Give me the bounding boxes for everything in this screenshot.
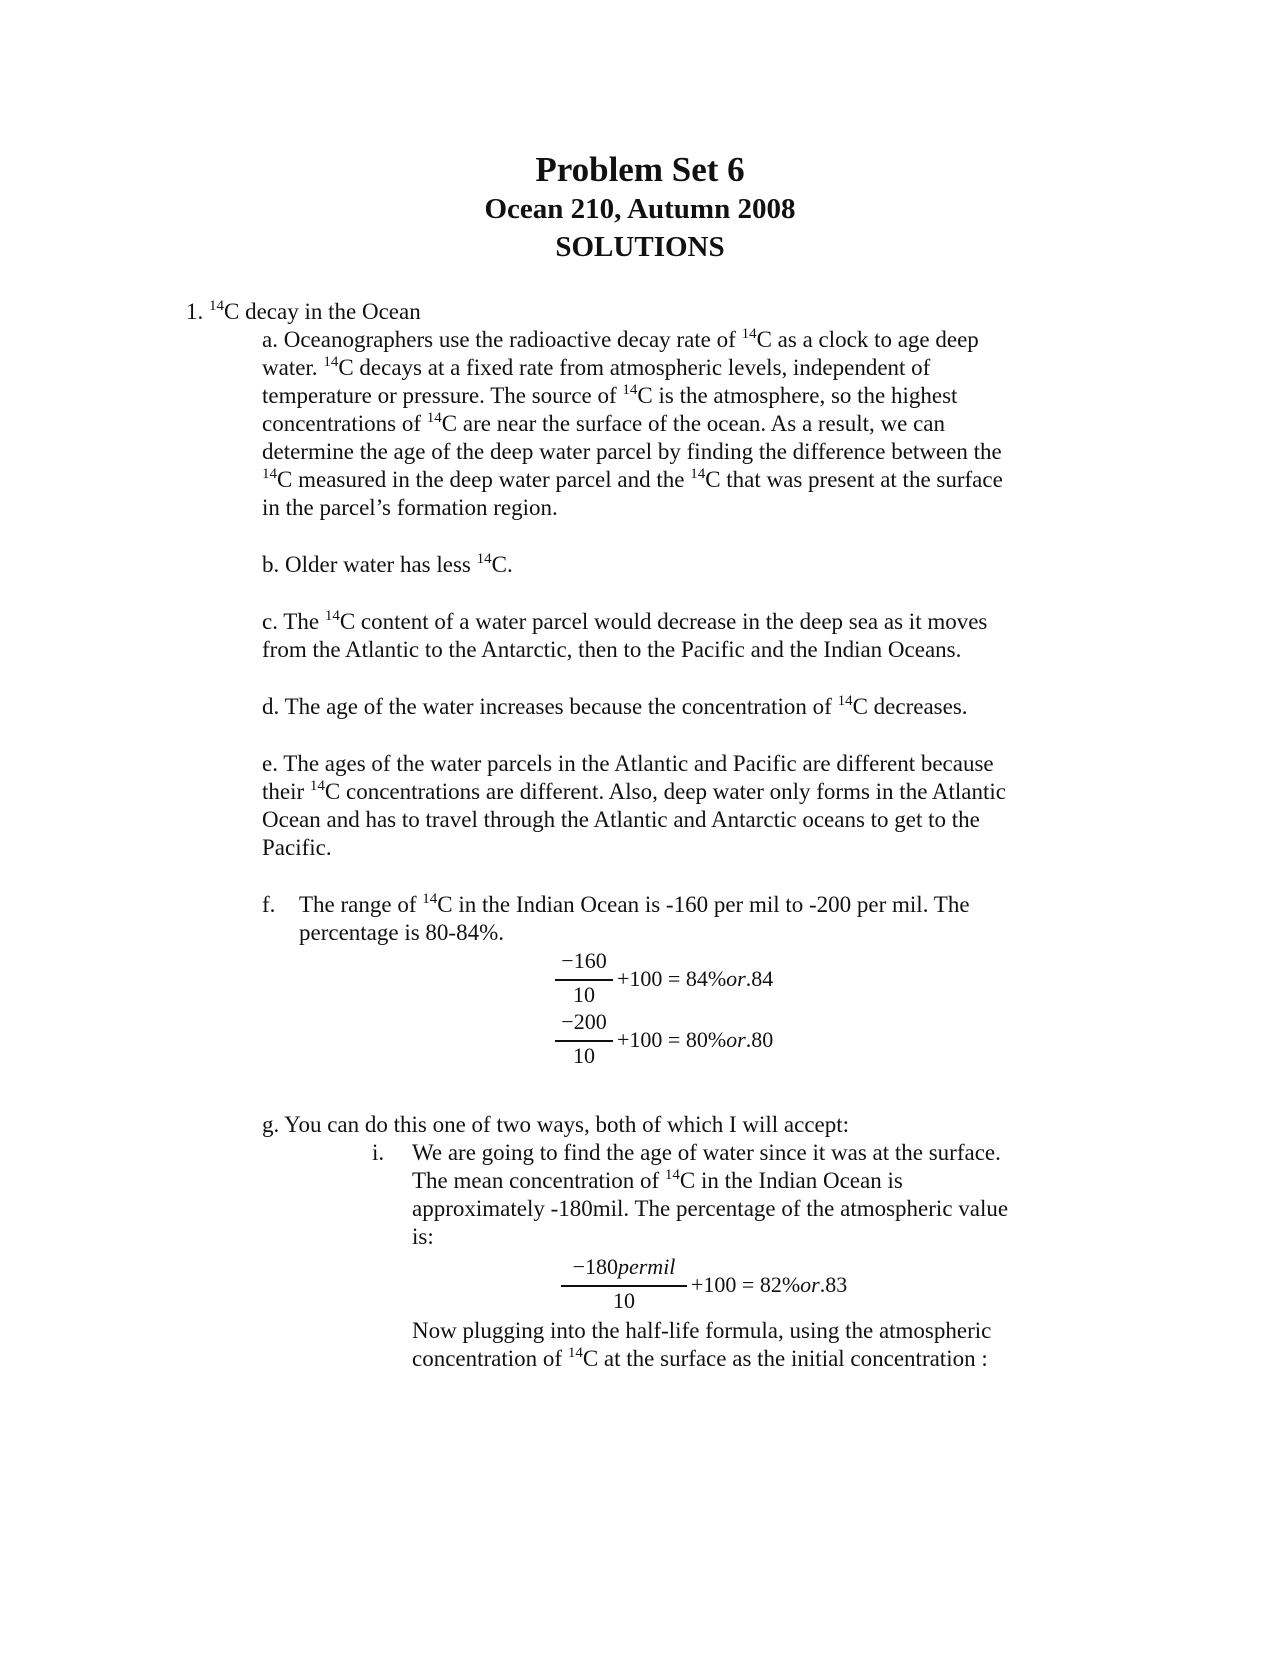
part-a-line: $^{14}$C measured in the deep water parcel and the $^{14}$C that was present at the surface — [262, 466, 1003, 492]
eq-result: +100 = 84%or.84 — [617, 966, 774, 991]
part-g-i-line: concentration of $^{14}$C at the surface as the initial concentration : — [412, 1345, 988, 1371]
part-g-i-line: Now plugging into the half-life formula, using the atmospheric — [412, 1318, 992, 1343]
part-g-i-line: approximately -180mil. The percentage of the atmospheric value — [412, 1196, 1009, 1221]
part-g-i-line: The mean concentration of $^{14}$C in the Indian Ocean is — [412, 1167, 903, 1193]
part-e-line: Pacific. — [262, 835, 332, 860]
part-a-line: water. $^{14}$C decays at a fixed rate from atmospheric levels, independent of — [262, 354, 931, 380]
solutions-heading: SOLUTIONS — [555, 231, 725, 263]
eq-denominator: 10 — [613, 1288, 635, 1313]
page-title: Problem Set 6 — [535, 150, 745, 189]
part-a-line: temperature or pressure. The source of $^{14}$C is the atmosphere, so the highest — [262, 382, 958, 408]
eq-result: +100 = 80%or.80 — [617, 1027, 774, 1052]
eq-numerator: −200 — [561, 1009, 607, 1034]
part-e-line: their $^{14}$C concentrations are different. Also, deep water only forms in the Atlantic — [262, 778, 1006, 804]
part-a-line: concentrations of $^{14}$C are near the surface of the ocean. As a result, we can — [262, 410, 945, 436]
part-f-label: f. — [262, 892, 276, 917]
part-b: b. Older water has less $^{14}$C. — [262, 551, 513, 577]
eq-denominator: 10 — [573, 982, 595, 1007]
part-c-line: from the Atlantic to the Antarctic, then to the Pacific and the Indian Oceans. — [262, 637, 962, 662]
part-g-i-line: We are going to find the age of water since it was at the surface. — [412, 1140, 1001, 1165]
part-e-line: e. The ages of the water parcels in the Atlantic and Pacific are different because — [262, 751, 994, 776]
part-e-line: Ocean and has to travel through the Atlantic and Antarctic oceans to get to the — [262, 807, 980, 832]
course-title: Ocean 210, Autumn 2008 — [484, 193, 796, 225]
part-g-i-label: i. — [372, 1140, 385, 1165]
part-a-line: in the parcel’s formation region. — [262, 495, 558, 520]
eq-numerator: −160 — [561, 948, 607, 973]
part-f-line: The range of $^{14}$C in the Indian Ocean is -160 per mil to -200 per mil. The — [299, 891, 970, 917]
part-d: d. The age of the water increases because the concentration of $^{14}$C decreases. — [262, 693, 968, 719]
part-a-line: a. Oceanographers use the radioactive decay rate of $^{14}$C as a clock to age deep — [262, 326, 979, 352]
eq-result: +100 = 82%or.83 — [691, 1272, 848, 1297]
question-1-heading: 1. $^{14}$C decay in the Ocean — [186, 298, 421, 324]
fraction-bar — [561, 1285, 687, 1287]
eq-denominator: 10 — [573, 1043, 595, 1068]
part-f-line: percentage is 80-84%. — [299, 920, 505, 945]
eq-numerator: −180permil — [572, 1254, 676, 1279]
fraction-bar — [555, 1040, 613, 1042]
part-g-i-line: is: — [412, 1224, 434, 1249]
fraction-bar — [555, 979, 613, 981]
title-block — [0, 150, 1280, 266]
part-a-line: determine the age of the deep water parcel by finding the difference between the — [262, 439, 1002, 464]
part-g-line: g. You can do this one of two ways, both of which I will accept: — [262, 1112, 850, 1137]
part-c-line: c. The $^{14}$C content of a water parcel would decrease in the deep sea as it moves — [262, 608, 988, 634]
